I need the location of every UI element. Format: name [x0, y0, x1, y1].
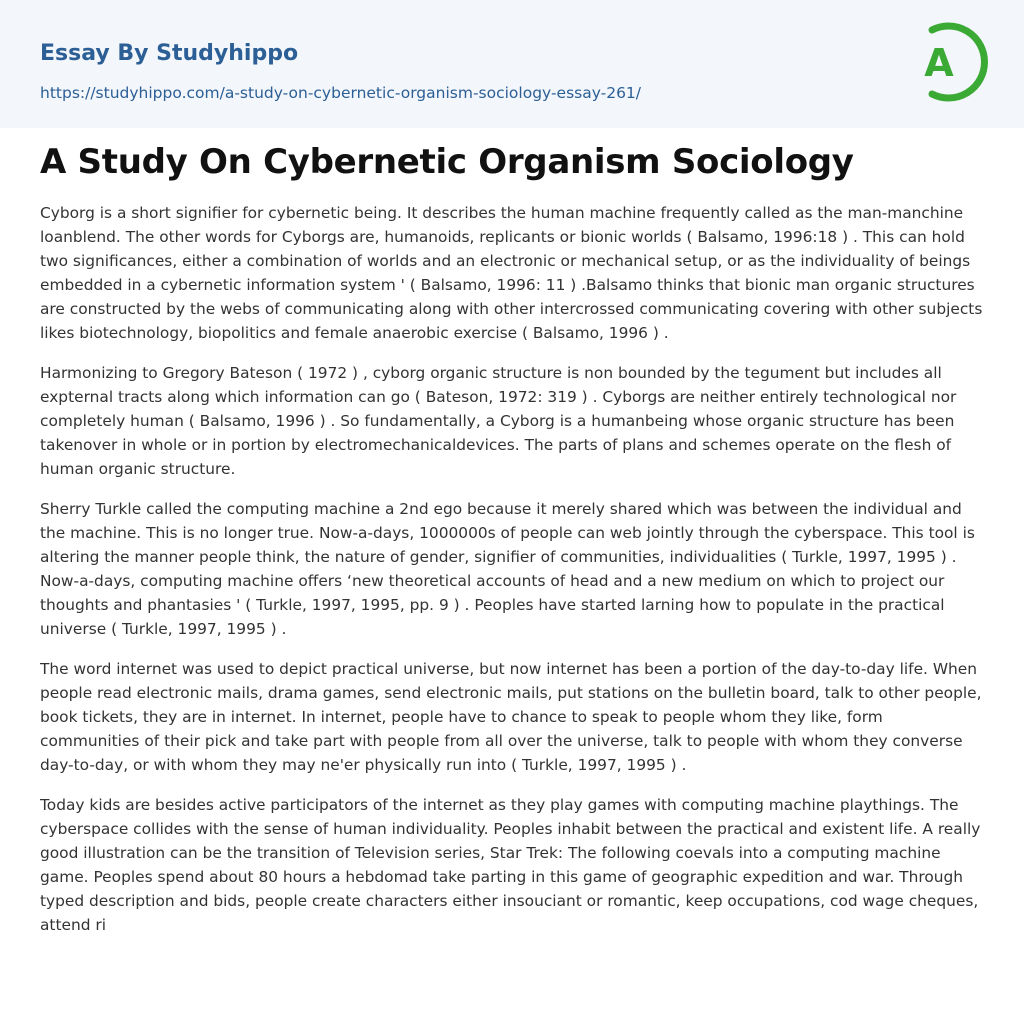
logo-letter: A — [924, 41, 954, 85]
article-title: A Study On Cybernetic Organism Sociology — [40, 142, 854, 182]
studyhippo-logo-icon[interactable] — [908, 18, 988, 106]
source-url-link[interactable]: https://studyhippo.com/a-study-on-cybernetic-organism-sociology-essay-261/ — [40, 84, 642, 102]
article-paragraph-2: Harmonizing to Gregory Bateson ( 1972 ) , cyborg organic structure is non bounded by the tegument but includes all expternal tracts along which information can go ( Bateson, 1972: 319 ) . Cyborgs are neither entirely technological nor completely human ( Balsamo, 1996 ) . So fundamentally, a Cyborg is a humanbeing whose organic structure has been takenover in whole or in portion by electromechanicaldevices. The parts of plans and schemes operate on the flesh of human organic structure. — [40, 364, 957, 478]
article-paragraph-3: Sherry Turkle called the computing machine a 2nd ego because it merely shared which was between the individual and the machine. This is no longer true. Now-a-days, 1000000s of people can web jointly through the cyberspace. This tool is altering the manner people think, the nature of gender, signifier of communities, individualities ( Turkle, 1997, 1995 ) . Now-a-days, computing machine offers ‘new theoretical accounts of head and a new medium on which to project our thoughts and phantasies ' ( Turkle, 1997, 1995, pp. 9 ) . Peoples have started larning how to populate in the practical universe ( Turkle, 1997, 1995 ) . — [40, 500, 975, 638]
article-paragraph-1: Cyborg is a short signifier for cybernetic being. It describes the human machine frequently called as the man-manchine loanblend. The other words for Cyborgs are, humanoids, replicants or bionic worlds ( Balsamo, 1996:18 ) . This can hold two significances, either a combination of worlds and an electronic or mechanical setup, or as the individuality of beings embedded in a cybernetic information system ' ( Balsamo, 1996: 11 ) .Balsamo thinks that bionic man organic structures are constructed by the webs of communicating along with other intercrossed communicating covering with other subjects likes biotechnology, biopolitics and female anaerobic exercise ( Balsamo, 1996 ) . — [40, 204, 983, 342]
article-paragraph-5: Today kids are besides active participators of the internet as they play games with computing machine playthings. The cyberspace collides with the sense of human individuality. Peoples inhabit between the practical and existent life. A really good illustration can be the transition of Television series, Star Trek: The following coevals into a computing machine game. Peoples spend about 80 hours a hebdomad take parting in this game of geographic expedition and war. Through typed description and bids, people create characters either insouciant or romantic, keep occupations, cod wage cheques, attend ri — [40, 796, 981, 934]
article-body — [40, 201, 986, 953]
article-paragraph-4: The word internet was used to depict practical universe, but now internet has been a portion of the day-to-day life. When people read electronic mails, drama games, send electronic mails, put stations on the bulletin board, talk to other people, book tickets, they are in internet. In internet, people have to chance to speak to people whom they like, form communities of their pick and take part with people from all over the universe, talk to people with whom they converse day-to-day, or with whom they may ne'er physically run into ( Turkle, 1997, 1995 ) . — [40, 660, 982, 774]
site-brand[interactable]: Essay By Studyhippo — [40, 41, 299, 66]
site-header — [0, 0, 1024, 128]
